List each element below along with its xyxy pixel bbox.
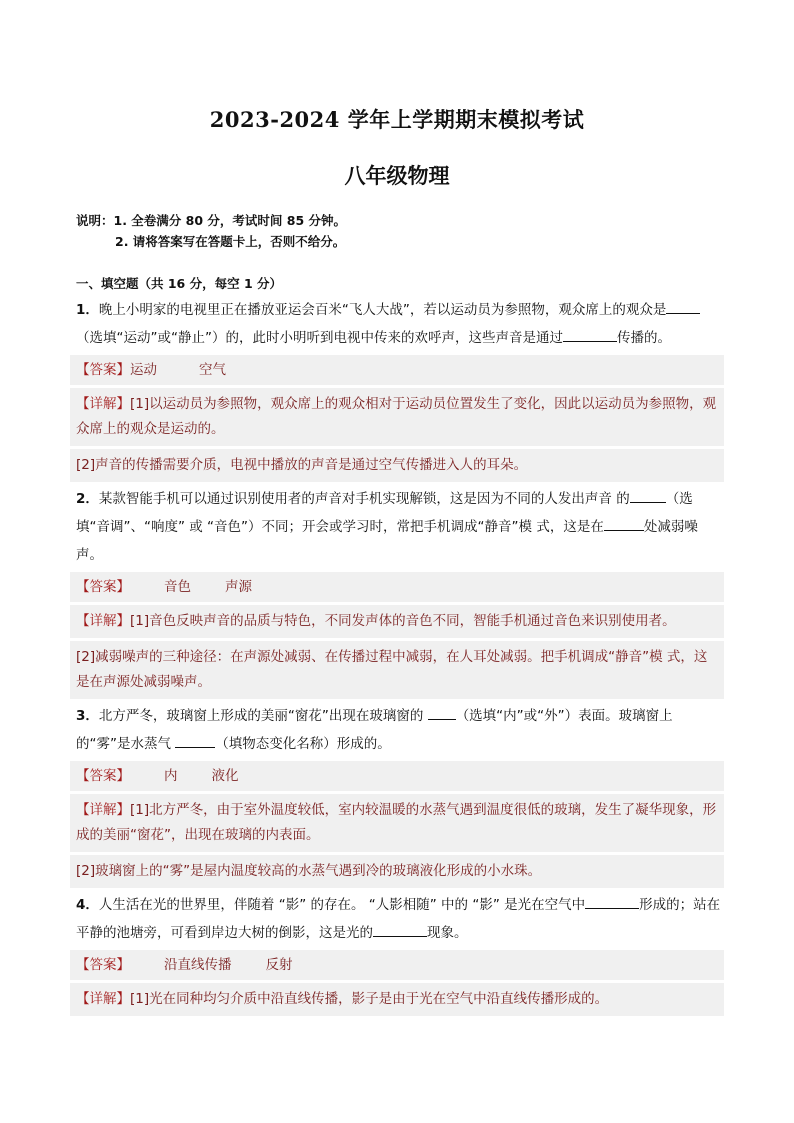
answer-blank [630, 488, 666, 503]
question-text: （选填“音调”、“响度” 或 “音色”）不同；开会或学习时，常把手机调成“静音”模 式，这是在 [76, 491, 693, 535]
question-number: 3． [76, 708, 99, 724]
question-text: 人生活在光的世界里，伴随着 “影” 的存在。 “人影相随” 中的 “影” 是光在空气中 [98, 897, 586, 913]
answer-blank [563, 327, 617, 342]
answer-tag: 【答案】 [76, 957, 130, 973]
answer-box [70, 355, 724, 385]
detail-box [70, 605, 724, 638]
question-text: 现象。 [427, 925, 468, 941]
instruction-line-2: 2. 请将答案写在答题卡上，否则不给分。 [115, 234, 346, 249]
question-text: 某款智能手机可以通过识别使用者的声音对手机实现解锁，这是因为不同的人发出声音 的 [98, 491, 630, 507]
question-number: 1． [76, 302, 99, 318]
answer-blank [428, 705, 456, 720]
answer-tag: 【答案】 [76, 362, 130, 378]
detail-text: [2]玻璃窗上的“雾”是屋内温度较高的水蒸气遇到冷的玻璃液化形成的小水珠。 [76, 863, 542, 879]
detail-box [70, 449, 724, 482]
question-2 [70, 485, 724, 569]
answer-value: 音色 [164, 579, 191, 595]
detail-box [70, 641, 724, 699]
detail-text: [1]以运动员为参照物，观众席上的观众相对于运动员位置发生了变化，因此以运动员为参照物，观众席上的观众是运动的。 [76, 396, 717, 437]
question-text: 北方严冬，玻璃窗上形成的美丽“窗花”出现在玻璃窗的 [98, 708, 428, 724]
answer-blank [666, 299, 700, 314]
answer-value: 声源 [225, 579, 252, 595]
question-list [70, 296, 724, 1019]
detail-box [70, 983, 724, 1016]
detail-box [70, 855, 724, 888]
question-text: （选填“内”或“外”）表面。玻璃窗上的“雾”是水蒸气 [76, 708, 673, 752]
instructions [76, 210, 346, 252]
exam-subtitle: 八年级物理 [344, 163, 450, 188]
question-text: 形成的；站在平静的池塘旁，可看到岸边大树的倒影，这是光的 [76, 897, 721, 941]
detail-tag: 【详解】 [76, 802, 130, 818]
question-1 [70, 296, 724, 352]
detail-box [70, 388, 724, 446]
question-text: 传播的。 [616, 330, 671, 346]
answer-value: 运动 [130, 362, 157, 378]
question-text: （填物态变化名称）形成的。 [215, 736, 391, 752]
answer-box [70, 572, 724, 602]
detail-tag: 【详解】 [76, 613, 130, 629]
detail-text: [2]声音的传播需要介质，电视中播放的声音是通过空气传播进入人的耳朵。 [76, 457, 528, 473]
answer-blank [175, 733, 215, 748]
section-heading: 一、填空题（共 16 分，每空 1 分） [76, 276, 283, 291]
question-3 [70, 702, 724, 758]
answer-blank [604, 516, 644, 531]
answer-blank [373, 922, 427, 937]
answer-box [70, 761, 724, 791]
answer-blank [585, 894, 639, 909]
answer-value: 液化 [211, 768, 239, 784]
detail-box [70, 794, 724, 852]
question-number: 4． [76, 897, 99, 913]
detail-tag: 【详解】 [76, 396, 130, 412]
answer-tag: 【答案】 [76, 768, 130, 784]
detail-tag: 【详解】 [76, 991, 130, 1007]
detail-text: [1]音色反映声音的品质与特色，不同发声体的音色不同，智能手机通过音色来识别使用者。 [130, 613, 676, 629]
answer-box [70, 950, 724, 980]
exam-title: 2023-2024 学年上学期期末模拟考试 [209, 107, 585, 132]
answer-value: 沿直线传播 [164, 957, 232, 973]
answer-value: 内 [164, 768, 178, 784]
answer-value: 反射 [265, 957, 293, 973]
answer-tag: 【答案】 [76, 579, 130, 595]
question-4 [70, 891, 724, 947]
question-text: 处减弱噪声。 [76, 519, 698, 563]
detail-text: [1]北方严冬，由于室外温度较低，室内较温暖的水蒸气遇到温度很低的玻璃，发生了凝华现象，形成的美丽“窗花”，出现在玻璃的内表面。 [76, 802, 717, 843]
instruction-line-1: 说明：1. 全卷满分 80 分，考试时间 85 分钟。 [76, 213, 346, 228]
question-text: 晚上小明家的电视里正在播放亚运会百米“飞人大战”，若以运动员为参照物，观众席上的观众是 [98, 302, 667, 318]
question-text: （选填“运动”或“静止”）的，此时小明听到电视中传来的欢呼声，这些声音是通过 [76, 330, 563, 346]
detail-text: [1]光在同种均匀介质中沿直线传播，影子是由于光在空气中沿直线传播形成的。 [130, 991, 609, 1007]
question-number: 2． [76, 491, 99, 507]
answer-value: 空气 [199, 362, 226, 378]
detail-text: [2]减弱噪声的三种途径：在声源处减弱、在传播过程中减弱，在人耳处减弱。把手机调成“静音”模 式，这是在声源处减弱噪声。 [76, 649, 708, 690]
